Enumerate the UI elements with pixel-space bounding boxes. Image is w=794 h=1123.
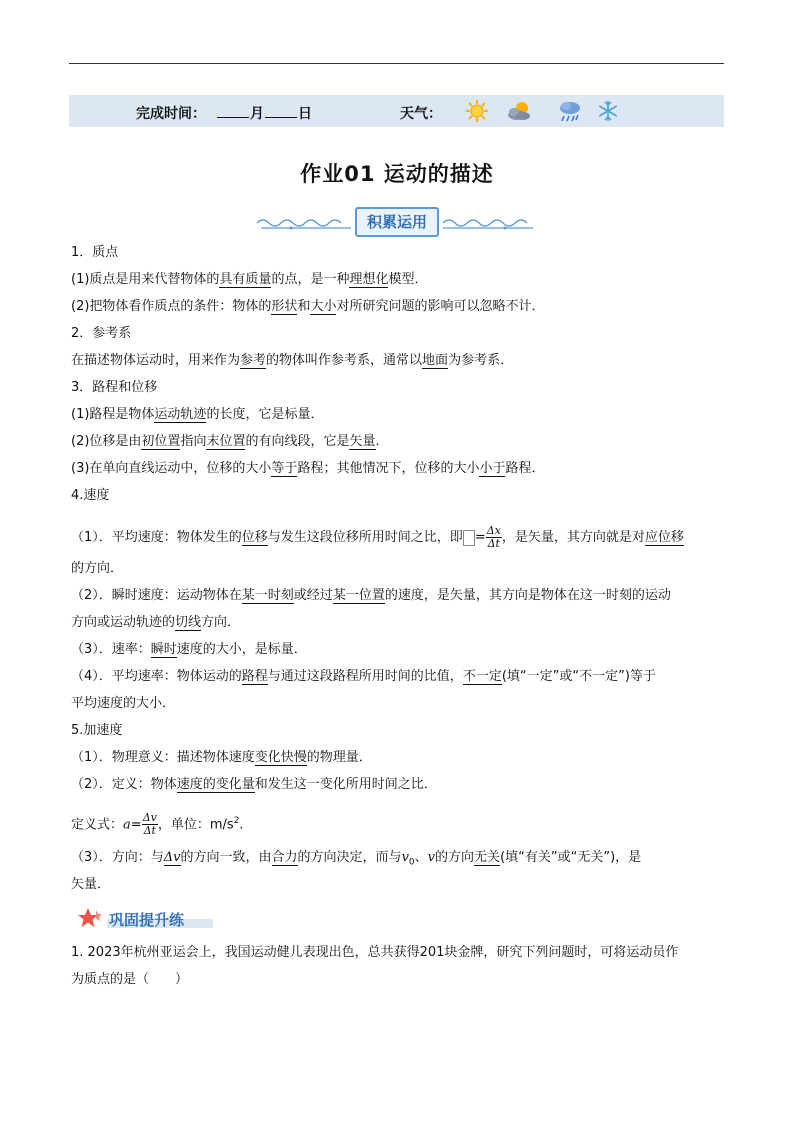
s1-heading: 1．质点 xyxy=(71,245,119,260)
s5-heading: 5.加速度 xyxy=(71,723,123,738)
question-1-line2: 为质点的是（ ） xyxy=(71,972,189,987)
s3-p3: (3)在单向直线运动中，位移的大小等于路程；其他情况下，位移的大小小于路程． xyxy=(71,461,545,476)
s1-p2: (2)把物体看作质点的条件：物体的形状和大小对所研究问题的影响可以忽略不计． xyxy=(71,299,545,314)
s3-heading: 3．路程和位移 xyxy=(71,380,158,395)
s4-p2: （2）．瞬时速度：运动物体在某一时刻或经过某一位置的速度，是矢量，其方向是物体在这一时刻的运动 xyxy=(71,588,671,603)
question-1-line1: 1. 2023年杭州亚运会上，我国运动健儿表现出色，总共获得201块金牌，研究下列问题时，可将运动员作 xyxy=(71,945,679,960)
s5-p4-cont: 矢量． xyxy=(71,877,111,892)
s5-p3: 定义式：a= $\frac{\Delta v}{\Delta t}$ ，单位：$m/s^2$. xyxy=(71,811,244,838)
s4-p1-cont: 的方向． xyxy=(71,561,124,576)
section-banner xyxy=(255,206,539,240)
s5-p1: （1）．物理意义：描述物体速度变化快慢的物理量． xyxy=(71,750,372,765)
s4-p4-cont: 平均速度的大小． xyxy=(71,696,176,711)
star-icon xyxy=(77,907,103,929)
page-title: 作业01 运动的描述 xyxy=(300,162,494,186)
banner-label: 积累运用 xyxy=(355,207,439,237)
velocity-symbol xyxy=(463,530,475,546)
s2-p1: 在描述物体运动时，用来作为参考的物体叫作参考系，通常以地面为参考系． xyxy=(71,353,514,368)
sunny-icon[interactable] xyxy=(465,99,489,127)
s4-heading: 4.速度 xyxy=(71,488,110,503)
rain-icon[interactable] xyxy=(557,99,583,129)
day-blank[interactable] xyxy=(265,103,297,118)
s4-p1: （1）．平均速度：物体发生的位移与发生这段位移所用时间之比，即 = $\frac{\Delta x}{\Delta t}$ ，是矢量，其方向就是对应位移 xyxy=(71,524,684,550)
section-label: 巩固提升练 xyxy=(109,911,185,929)
s3-p2: (2)位移是由初位置指向末位置的有向线段，它是矢量． xyxy=(71,434,389,449)
month-blank[interactable] xyxy=(217,103,249,118)
s4-p2-cont: 方向或运动轨迹的切线方向． xyxy=(71,615,241,630)
weather-label: 天气： xyxy=(400,106,442,122)
s1-p1: (1)质点是用来代替物体的具有质量的点，是一种理想化模型． xyxy=(71,272,428,287)
fraction-dx-dt: $\frac{\Delta x}{\Delta t}$ xyxy=(486,524,501,550)
s5-p4: （3）．方向：与Δv的方向一致，由合力的方向决定，而与$v_0$、v的方向无关(填“有关”或“无关”)，是 xyxy=(71,850,642,868)
s4-p3: （3）．速率：瞬时速度的大小，是标量． xyxy=(71,642,307,657)
partly-cloudy-icon[interactable] xyxy=(505,99,533,127)
day-label: 日 xyxy=(298,106,312,122)
s2-heading: 2．参考系 xyxy=(71,326,132,341)
s3-p1: (1)路程是物体运动轨迹的长度，它是标量． xyxy=(71,407,324,422)
s4-p4: （4）．平均速率：物体运动的路程与通过这段路程所用时间的比值，不一定(填“一定”或“不一定”)等于 xyxy=(71,669,656,684)
snow-icon[interactable] xyxy=(596,99,620,127)
header-rule xyxy=(69,63,724,64)
info-bar xyxy=(69,95,724,127)
completion-time-label: 完成时间： xyxy=(136,106,206,122)
fraction-dv-dt: $\frac{\Delta v}{\Delta t}$ xyxy=(142,811,157,838)
s5-p2: （2）．定义：物体速度的变化量和发生这一变化所用时间之比． xyxy=(71,777,437,792)
month-label: 月 xyxy=(250,106,264,122)
